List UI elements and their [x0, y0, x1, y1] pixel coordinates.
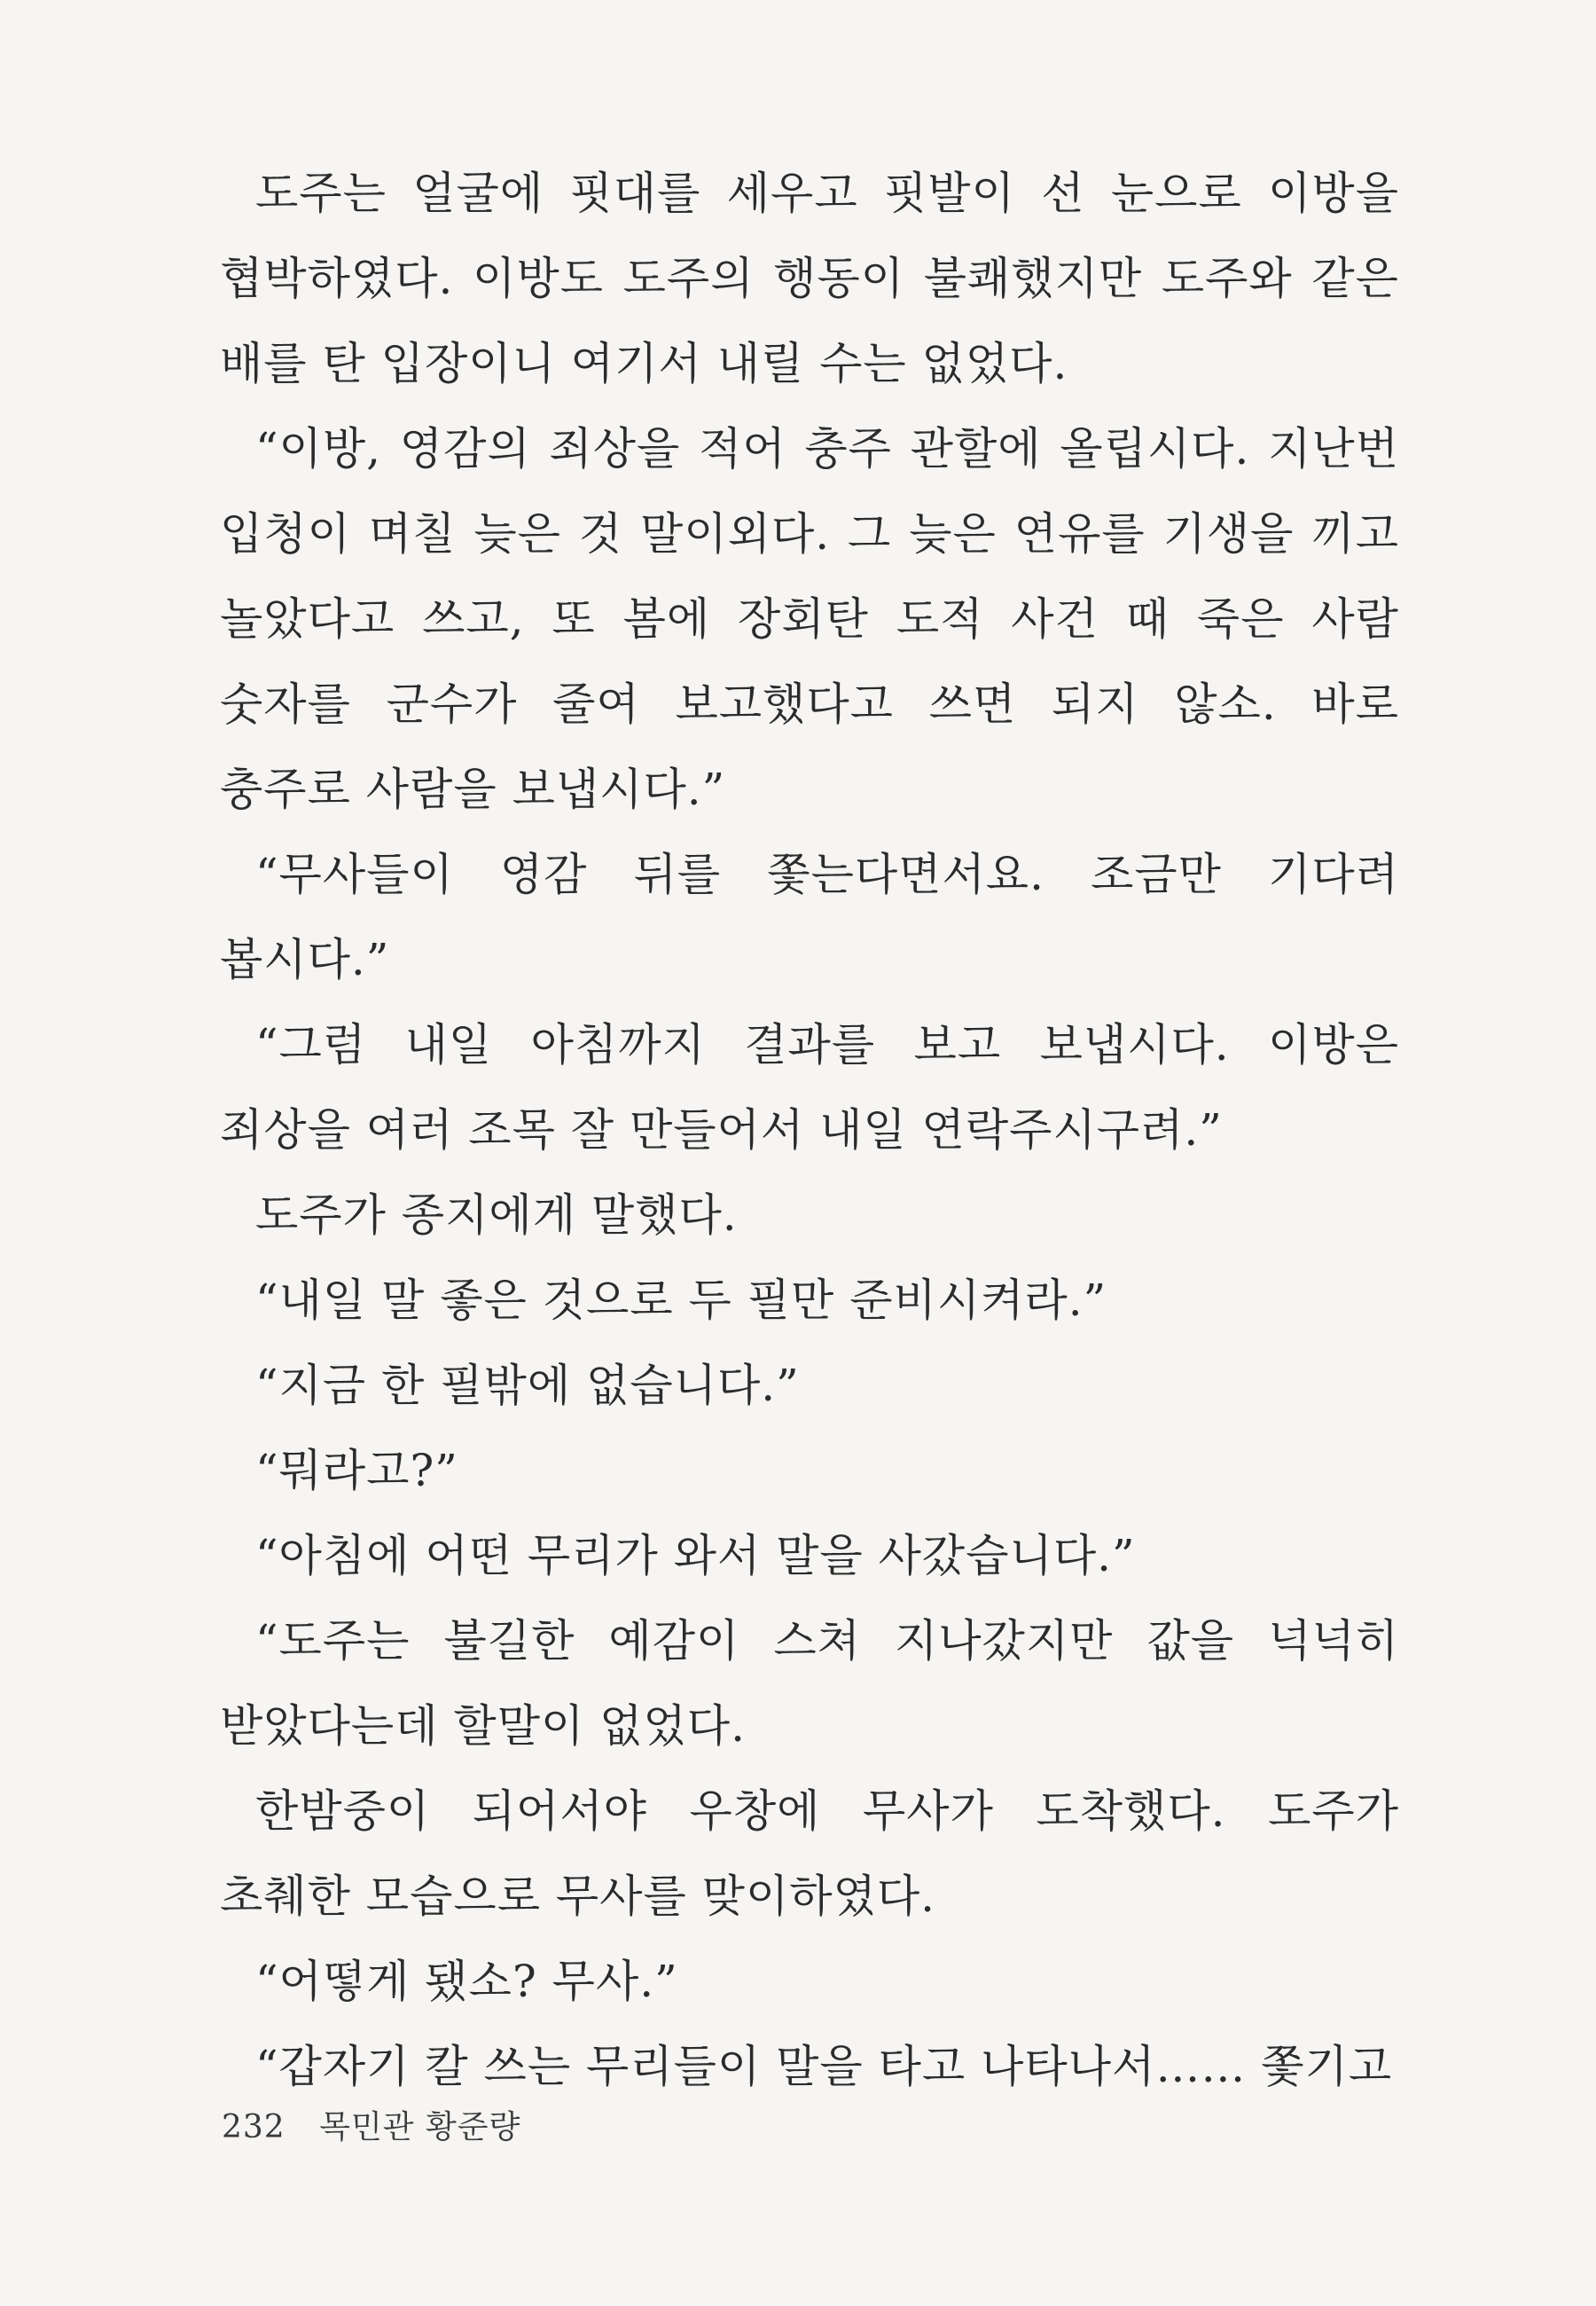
page-body-text [220, 151, 1399, 2109]
paragraph: 한밤중이 되어서야 우창에 무사가 도착했다. 도주가 초췌한 모습으로 무사를 맞이하였다. [220, 1785, 1399, 1922]
paragraph: “뭐라고?” [255, 1445, 458, 1496]
paragraph: “무사들이 영감 뒤를 쫓는다면서요. 조금만 기다려 봅시다.” [220, 849, 1399, 985]
page-footer [222, 2102, 520, 2147]
page-number: 232 [222, 2109, 286, 2145]
paragraph: “내일 말 좋은 것으로 두 필만 준비시켜라.” [255, 1275, 1107, 1326]
paragraph: “도주는 불길한 예감이 스쳐 지나갔지만 값을 넉넉히 받았다는데 할말이 없었다. [220, 1615, 1399, 1752]
paragraph: 도주는 얼굴에 핏대를 세우고 핏발이 선 눈으로 이방을 협박하였다. 이방도 도주의 행동이 불쾌했지만 도주와 같은 배를 탄 입장이니 여기서 내릴 수는 없었다. [220, 168, 1399, 389]
paragraph: “그럼 내일 아침까지 결과를 보고 보냅시다. 이방은 죄상을 여러 조목 잘 만들어서 내일 연락주시구려.” [220, 1019, 1399, 1156]
paragraph: “이방, 영감의 죄상을 적어 충주 관할에 올립시다. 지난번 입청이 며칠 늦은 것 말이외다. 그 늦은 연유를 기생을 끼고 놀았다고 쓰고, 또 봄에 장회탄 도적 사건 때 죽은 사람 숫자를 군수가 줄여 보고했다고 쓰면 되지 않소. 바로 충주로 사람을 보냅시다.” [220, 423, 1399, 815]
paragraph: “아침에 어떤 무리가 와서 말을 사갔습니다.” [255, 1530, 1136, 1581]
paragraph: 도주가 종지에게 말했다. [255, 1189, 738, 1241]
paragraph: “갑자기 칼 쓰는 무리들이 말을 타고 나타나서…… 쫓기고 [255, 2041, 1393, 2092]
paragraph: “지금 한 필밖에 없습니다.” [255, 1360, 800, 1411]
paragraph: “어떻게 됐소? 무사.” [255, 1956, 678, 2007]
book-title: 목민관 황준량 [319, 2109, 521, 2145]
